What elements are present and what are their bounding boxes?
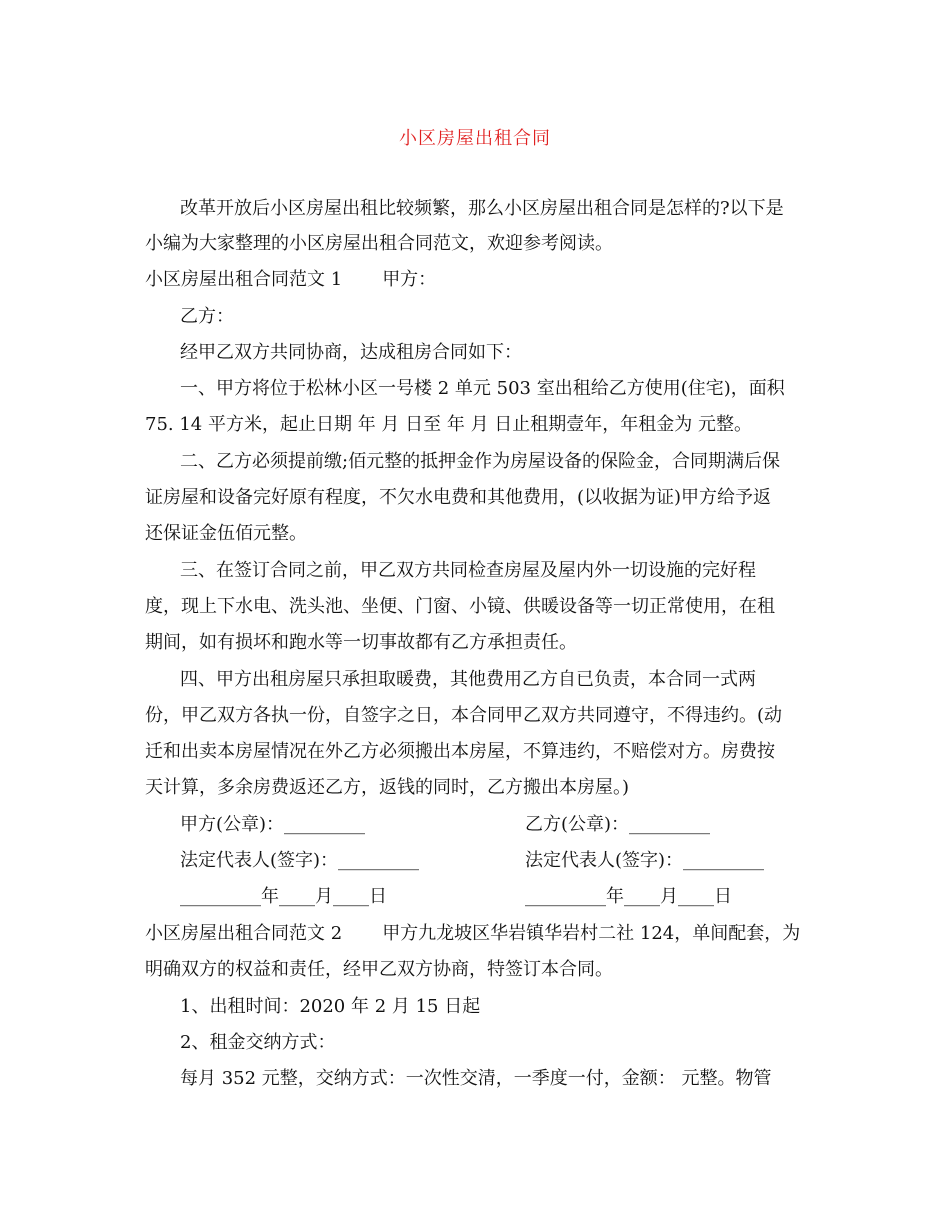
sample2-heading-row xyxy=(145,922,800,946)
party-b-representative: 法定代表人(签字)：_________ xyxy=(525,850,765,871)
party-a-seal: 甲方(公章)：_________ xyxy=(180,814,366,835)
sample2-item-1: 1、出租时间：2020 年 2 月 15 日起 xyxy=(180,996,481,1017)
sample2-item-2: 2、租金交纳方式： xyxy=(180,1032,336,1053)
sample1-party-b: 乙方： xyxy=(180,306,234,327)
clause2-line-2: 证房屋和设备完好原有程度，不欠水电费和其他费用，(以收据为证)甲方给予返 xyxy=(145,487,772,508)
party-a-representative: 法定代表人(签字)：_________ xyxy=(180,850,420,871)
sample2-item-3: 每月 352 元整，交纳方式：一次性交清，一季度一付，金额： 元整。物管 xyxy=(180,1068,772,1089)
document-title: 小区房屋出租合同 xyxy=(399,128,551,149)
clause2-line-1: 二、乙方必须提前缴;佰元整的抵押金作为房屋设备的保险金，合同期满后保 xyxy=(180,451,781,472)
sample1-heading: 小区房屋出租合同范文 1 xyxy=(145,269,343,290)
intro-line-1: 改革开放后小区房屋出租比较频繁，那么小区房屋出租合同是怎样的?以下是 xyxy=(180,198,784,219)
party-a-date: _________年____月____日 xyxy=(180,886,387,907)
sample2-heading: 小区房屋出租合同范文 2 xyxy=(145,923,343,944)
sample1-agreement: 经甲乙双方共同协商，达成租房合同如下： xyxy=(180,342,522,363)
sample2-line-1: 甲方九龙坡区华岩镇华岩村二社 124，单间配套，为 xyxy=(382,923,801,944)
clause1-line-1: 一、甲方将位于松林小区一号楼 2 单元 503 室出租给乙方使用(住宅)，面积 xyxy=(180,378,785,399)
party-b-date: _________年____月____日 xyxy=(525,886,732,907)
sample1-party-a: 甲方： xyxy=(382,269,437,290)
clause3-line-1: 三、在签订合同之前，甲乙双方共同检查房屋及屋内外一切设施的完好程 xyxy=(180,560,756,581)
intro-line-2: 小编为大家整理的小区房屋出租合同范文，欢迎参考阅读。 xyxy=(145,233,613,254)
clause3-line-2: 度，现上下水电、洗头池、坐便、门窗、小镜、供暖设备等一切正常使用，在租 xyxy=(145,596,775,617)
clause4-line-3: 迁和出卖本房屋情况在外乙方必须搬出本房屋，不算违约，不赔偿对方。房费按 xyxy=(145,741,775,762)
clause1-line-2: 75. 14 平方米，起止日期 年 月 日至 年 月 日止租期壹年，年租金为 元整。 xyxy=(145,414,753,435)
clause4-line-1: 四、甲方出租房屋只承担取暖费，其他费用乙方自已负责，本合同一式两 xyxy=(180,669,756,690)
clause3-line-3: 期间，如有损坏和跑水等一切事故都有乙方承担责任。 xyxy=(145,632,577,653)
sample1-heading-row xyxy=(145,268,436,292)
clause2-line-3: 还保证金伍佰元整。 xyxy=(145,523,307,544)
party-b-seal: 乙方(公章)：_________ xyxy=(525,814,711,835)
clause4-line-4: 天计算，多余房费返还乙方，返钱的同时，乙方搬出本房屋。) xyxy=(145,777,630,798)
clause4-line-2: 份，甲乙双方各执一份，自签字之日，本合同甲乙双方共同遵守，不得违约。(动 xyxy=(145,705,783,726)
sample2-line-2: 明确双方的权益和责任，经甲乙双方协商，特签订本合同。 xyxy=(145,959,613,980)
